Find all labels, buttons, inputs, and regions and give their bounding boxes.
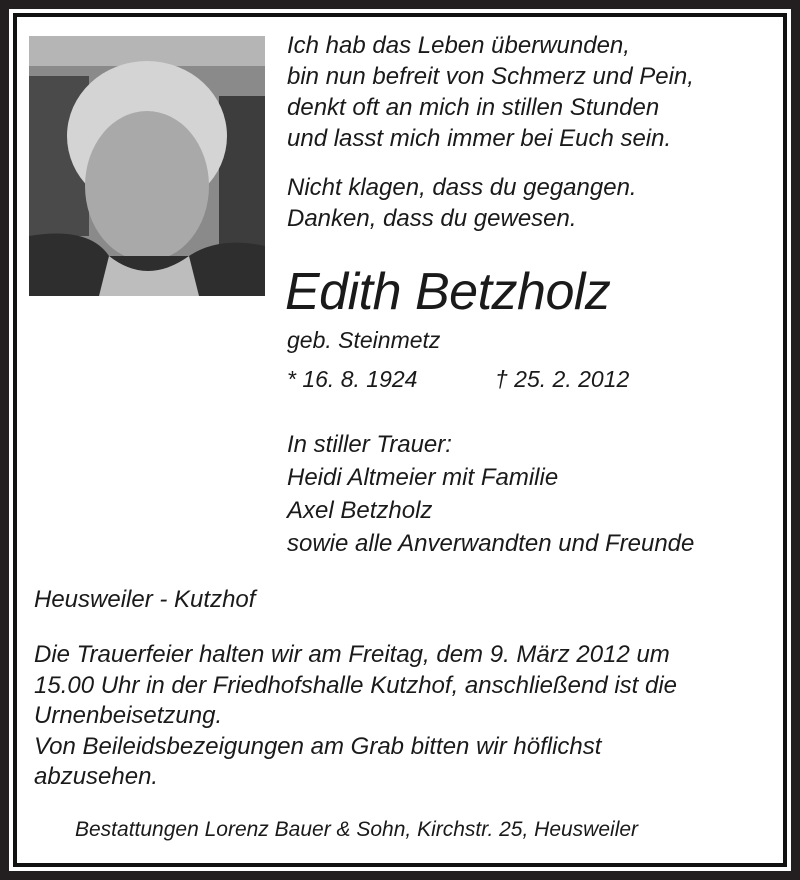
mourners-heading: In stiller Trauer: [287,431,452,458]
poem-line: und lasst mich immer bei Euch sein. [287,125,672,152]
location: Heusweiler - Kutzhof [34,586,256,613]
announcement-line: Die Trauerfeier halten wir am Freitag, dem 9. März 2012 um [34,641,670,668]
poem-line: denkt oft an mich in stillen Stunden [287,94,660,121]
poem-line: Nicht klagen, dass du gegangen. [287,174,637,201]
undertaker: Bestattungen Lorenz Bauer & Sohn, Kirchstr. 25, Heusweiler [75,818,639,841]
poem-line: Ich hab das Leben überwunden, [287,32,630,59]
announcement-line: abzusehen. [34,763,159,790]
mourner: Heidi Altmeier mit Familie [287,464,559,491]
portrait-photo [29,36,265,296]
poem-line: Danken, dass du gewesen. [287,205,577,232]
maiden-name: geb. Steinmetz [287,327,441,353]
poem-stanza-2 [287,172,637,234]
announcement-line: Urnenbeisetzung. [34,702,223,729]
mourners [287,428,694,560]
mourner: Axel Betzholz [287,497,433,524]
death-date: † 25. 2. 2012 [495,366,630,392]
announcement-line: 15.00 Uhr in der Friedhofshalle Kutzhof, anschließend ist die [34,671,678,699]
birth-date: * 16. 8. 1924 [287,366,418,392]
announcement-line: Von Beileidsbezeigungen am Grab bitten wir höflichst [34,732,602,760]
poem-stanza-1 [287,30,694,154]
mourner: sowie alle Anverwandten und Freunde [287,530,695,557]
poem-line: bin nun befreit von Schmerz und Pein, [287,63,694,90]
deceased-name: Edith Betzholz [285,263,611,321]
announcement [34,640,677,793]
